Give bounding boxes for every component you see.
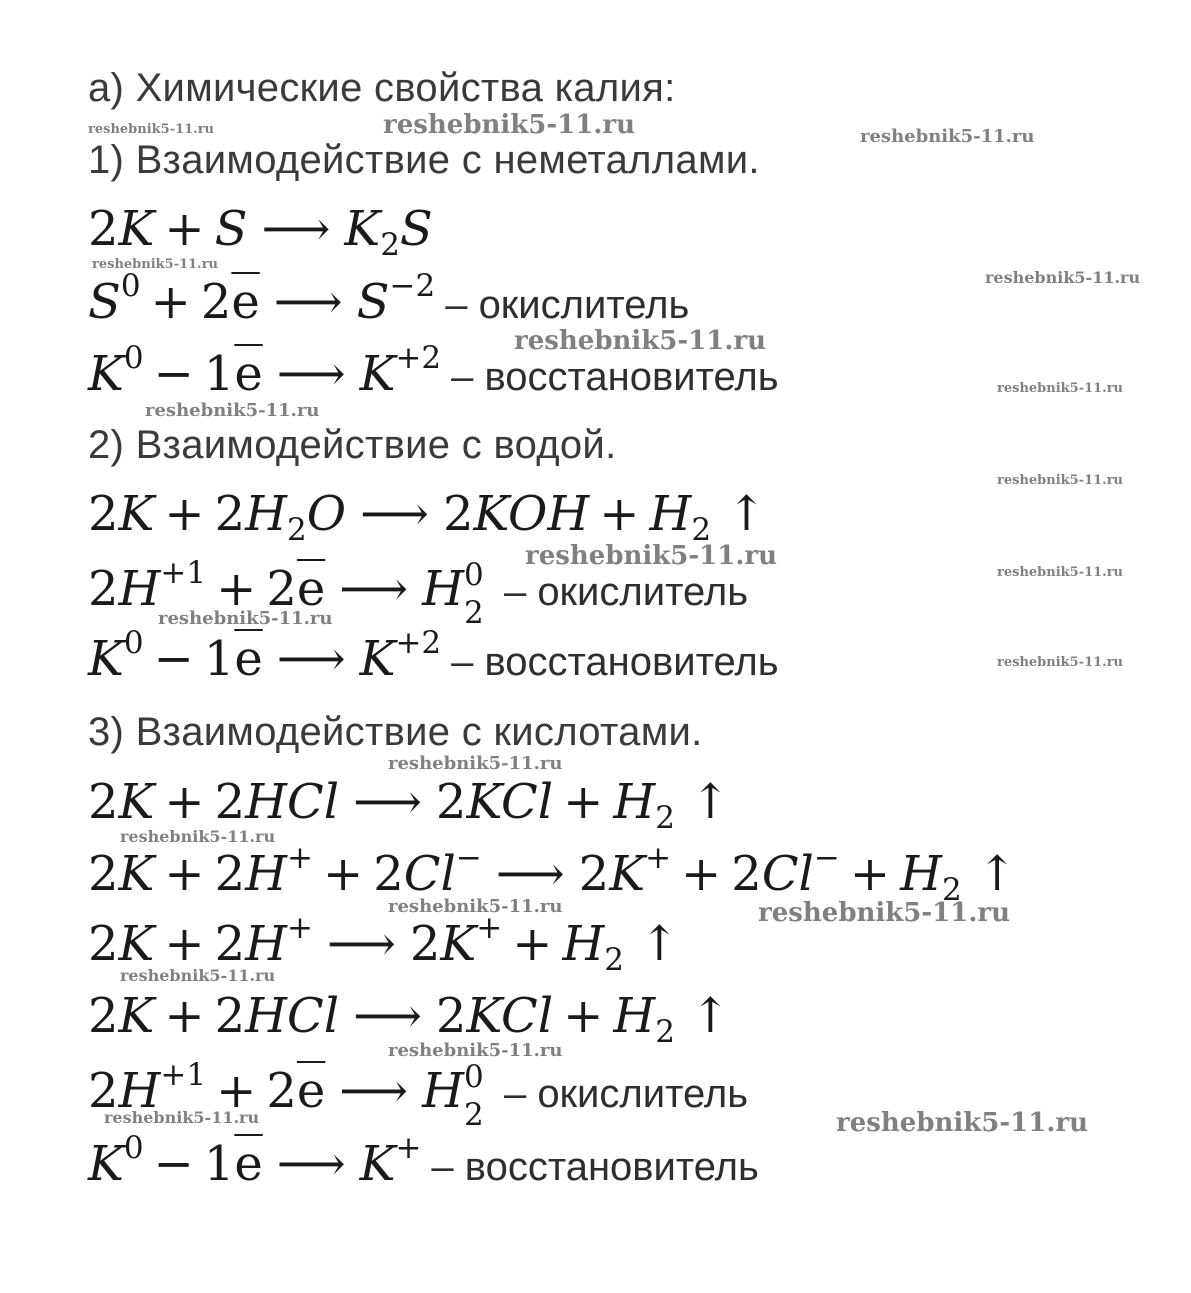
half-reaction-potassium-2: $K^0 - 1\overline{e}$ ⟶ $K^{+2}$ – восстановитель	[88, 625, 779, 687]
watermark: reshebnik5-11.ru	[88, 122, 215, 137]
section-3-heading: 3) Взаимодействие с кислотами.	[88, 710, 703, 754]
equation-k-hcl: 2K + 2HCl ⟶ $2KCl + H_2$ ↑	[88, 774, 731, 836]
watermark: reshebnik5-11.ru	[92, 257, 219, 272]
watermark: reshebnik5-11.ru	[997, 381, 1124, 396]
half-reaction-potassium-3: $K^0 - 1\overline{e}$ ⟶ K+ – восстановитель	[88, 1130, 759, 1192]
watermark: reshebnik5-11.ru	[120, 827, 276, 846]
watermark: reshebnik5-11.ru	[514, 326, 767, 356]
half-reaction-sulfur: $S^0 + 2\overline{e}$ ⟶ $S^{-2}$ – окислитель	[88, 268, 690, 330]
watermark: reshebnik5-11.ru	[383, 110, 636, 140]
watermark: reshebnik5-11.ru	[158, 608, 333, 629]
watermark: reshebnik5-11.ru	[997, 473, 1124, 488]
role-reducer: – восстановитель	[451, 640, 779, 684]
half-reaction-hydrogen-1: $2H^{+1} + 2\overline{e}$ ⟶ H 0 2 – окислитель	[88, 555, 749, 631]
role-oxidizer: – окислитель	[445, 283, 690, 327]
role-oxidizer: – окислитель	[503, 570, 749, 614]
role-oxidizer: – окислитель	[503, 1072, 749, 1116]
watermark: reshebnik5-11.ru	[388, 753, 563, 774]
watermark: reshebnik5-11.ru	[525, 541, 778, 571]
section-2-heading: 2) Взаимодействие с водой.	[88, 423, 617, 467]
half-reaction-potassium-1: $K^0 - 1\overline{e}$ ⟶ $K^{+2}$ – восстановитель	[88, 340, 779, 402]
role-reducer: – восстановитель	[451, 355, 779, 399]
half-reaction-hydrogen-2: $2H^{+1} + 2\overline{e}$ ⟶ H 0 2 – окислитель	[88, 1057, 749, 1133]
watermark: reshebnik5-11.ru	[997, 565, 1124, 580]
watermark: reshebnik5-11.ru	[836, 1108, 1089, 1138]
equation-k-hcl-repeat: 2K + 2HCl ⟶ $2KCl + H_2$ ↑	[88, 988, 731, 1050]
watermark: reshebnik5-11.ru	[120, 966, 276, 985]
equation-k-water: $2K + 2H_2O$ ⟶ $2KOH + H_2$ ↑	[88, 486, 767, 548]
equation-short-ionic: 2K + 2H+ ⟶ $2K^+ + H_2$ ↑	[88, 910, 680, 978]
watermark: reshebnik5-11.ru	[388, 1040, 563, 1061]
watermark: reshebnik5-11.ru	[388, 896, 563, 917]
watermark: reshebnik5-11.ru	[145, 400, 320, 421]
watermark: reshebnik5-11.ru	[997, 655, 1124, 670]
section-1-heading: 1) Взаимодействие с неметаллами.	[88, 138, 760, 182]
page-title: а) Химические свойства калия:	[88, 66, 676, 110]
watermark: reshebnik5-11.ru	[860, 126, 1035, 147]
role-reducer: – восстановитель	[431, 1145, 759, 1189]
watermark: reshebnik5-11.ru	[758, 898, 1011, 928]
watermark: reshebnik5-11.ru	[104, 1108, 260, 1127]
equation-full-ionic: 2K + 2H+ + 2Cl− ⟶ $2K^+ + 2Cl^- + H_2$ ↑	[88, 840, 1018, 908]
watermark: reshebnik5-11.ru	[985, 268, 1141, 287]
equation-k-s: 2K + S ⟶ $K_2S$	[88, 201, 433, 263]
